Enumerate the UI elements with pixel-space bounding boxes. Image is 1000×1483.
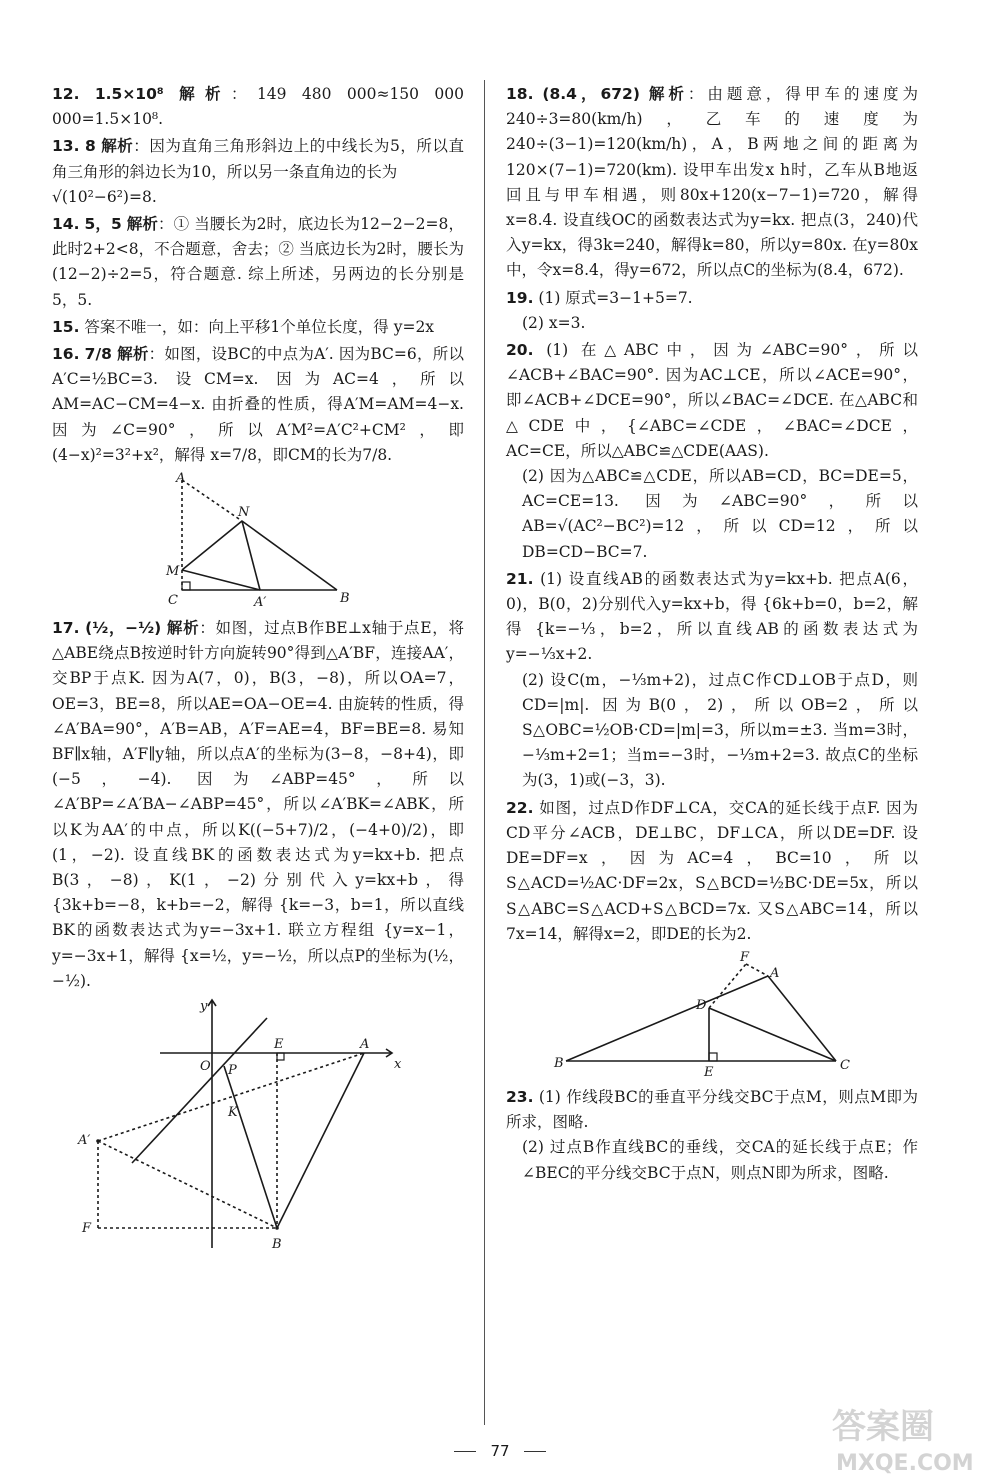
question-18: 18. (8.4，672) 解析：由题意，得甲车的速度为240÷3=80(km/h)，乙车的速度为240÷(3−1)=120(km/h)，A，B两地之间的距离为120×(7−1)=720(km). 设甲车出发x h时，乙车从B地返回且与甲车相遇，则80x+120(x−7−1)=720，解得x=8.4. 设直线OC的函数表达式为y=kx. 把点(3，240)代入y=kx，得3k=240，解得k=80，所以y=80x. 在y=80x中，令x=8.4，得y=672，所以点C的坐标为(8.4，672). — [506, 85, 918, 280]
point-A-label: A — [176, 472, 186, 487]
point-B-label: B — [340, 591, 350, 607]
point-A-label-22: A — [770, 965, 780, 981]
question-16: 16. 7/8 解析：如图，设BC的中点为A′. 因为BC=6，所以A′C=½BC=3. 设CM=x. 因为AC=4，所以AM=AC−CM=4−x. 由折叠的性质，得A′M=AM=4−x. 因为∠C=90°，所以A′M²=A′C²+CM²，即(4−x)²=3²+x²，解得 x=7/8，即CM的长为7/8. — [52, 345, 464, 464]
point-C-label: C — [168, 593, 178, 609]
footer-dash-left — [454, 1451, 476, 1452]
question-14: 14. 5，5 解析：① 当腰长为2时，底边长为12−2−2=8，此时2+2<8，不合题意，舍去；② 当底边长为2时，腰长为(12−2)÷2=5，符合题意. 综上所述，另两边的长分别是5，5. — [52, 215, 464, 309]
point-A-label-17: A — [360, 1037, 370, 1053]
question-13: 13. 8 解析：因为直角三角形斜边上的中线长为5，所以直角三角形的斜边长为10，所以另一条直角边的长为 √(10²−6²)=8. — [52, 137, 464, 206]
point-F-label: F — [82, 1221, 92, 1237]
question-22: 22. 如图，过点D作DF⊥CA，交CA的延长线于点F. 因为CD平分∠ACB，DE⊥BC，DF⊥CA，所以DE=DF. 设DE=DF=x，因为AC=4，BC=10，所以S△ACD=½AC·DF=2x，S△BCD=½BC·DE=5x，所以S△ABC=S△ACD+S△BCD=7x. 又S△ABC=14，所以7x=14，解得x=2，即DE的长为2. — [506, 798, 918, 943]
svg-text:答案圈: 答案圈 — [832, 1407, 934, 1447]
point-O-label: O — [200, 1059, 211, 1075]
point-D-label: D — [696, 997, 707, 1013]
point-F-label-22: F — [740, 950, 750, 965]
column-divider — [484, 80, 485, 1425]
question-17: 17. (½，−½) 解析：如图，过点B作BE⊥x轴于点E，将△ABE绕点B按逆时针方向旋转90°得到△A′BF，连接AA′，交BP于点K. 因为A(7，0)，B(3，−8)，所以OA=7，OE=3，BE=8，所以AE=OA−OE=4. 由旋转的性质，得∠A′BA=90°，A′B=AB，A′F=AE=4，BF=BE=8. 易知BF∥x轴，A′F∥y轴，所以点A′的坐标为(3−8，−8+4)，即(−5，−4). 因为∠ABP=45°，所以∠A′BP=∠A′BA−∠ABP=45°，所以∠A′BK=∠ABK，所以K为AA′的中点，所以K((−5+7)/2，(−4+0)/2)，即(1，−2). 设直线BK的函数表达式为y=kx+b. 把点B(3，−8)，K(1，−2)分别代入y=kx+b，得 {3k+b=−8，k+b=−2，解得 {k=−3，b=1，所以直线BK的函数表达式为y=−3x+1. 联立方程组 {y=x−1，y=−3x+1，解得 {x=½，y=−½，所以点P的坐标为(½，−½). — [52, 619, 464, 990]
right-column — [506, 82, 918, 1188]
question-15: 15. 答案不唯一，如：向上平移1个单位长度，得 y=2x — [52, 317, 435, 336]
figure-17-coordinate-rotation — [52, 998, 464, 1268]
figure-22-angle-bisector — [506, 951, 918, 1081]
question-12: 12. 1.5×10⁸ 解析：149 480 000≈150 000 000=1.5×10⁸. — [52, 85, 464, 129]
point-M-label: M — [166, 564, 180, 580]
footer-dash-right — [524, 1451, 546, 1452]
question-21: 21. (1) 设直线AB的函数表达式为y=kx+b. 把点A(6，0)，B(0，2)分别代入y=kx+b，得 {6k+b=0，b=2，解得 {k=−⅓，b=2，所以直线AB的函数表达式为y=−⅓x+2. (2) 设C(m，−⅓m+2)，过点C作CD⊥OB于点D，则CD=|m|. 因为B(0，2)，所以OB=2，所以S△OBC=½OB·CD=|m|=3，所以m=±3. 当m=3时，−⅓m+2=1；当m=−3时，−⅓m+2=3. 故点C的坐标为(3，1)或(−3，3). — [506, 569, 918, 790]
point-A1-label: A′ — [254, 595, 267, 611]
question-19: 19. (1) 原式=3−1+5=7. (2) x=3. — [506, 288, 693, 332]
point-A1-label-17: A′ — [78, 1133, 91, 1149]
point-P-label: P — [228, 1063, 237, 1079]
point-C-label-22: C — [840, 1057, 850, 1073]
question-20: 20. (1) 在△ABC中，因为∠ABC=90°，所以∠ACB+∠BAC=90°. 因为AC⊥CE，所以∠ACE=90°，即∠ACB+∠DCE=90°，所以∠BAC=∠DCE. 在△ABC和△CDE中，{∠ABC=∠CDE，∠BAC=∠DCE，AC=CE，所以△ABC≌△CDE(AAS). (2) 因为△ABC≌△CDE，所以AB=CD，BC=DE=5，AC=CE=13. 因为∠ABC=90°，所以AB=√(AC²−BC²)=12，所以CD=12，所以DB=CD−BC=7. — [506, 341, 918, 561]
svg-text:MXQE.COM: MXQE.COM — [836, 1451, 974, 1476]
point-B-label-22: B — [554, 1055, 564, 1071]
axis-y-label: y — [200, 999, 208, 1015]
axis-x-label: x — [394, 1057, 402, 1073]
point-K-label: K — [228, 1105, 238, 1121]
question-23: 23. (1) 作线段BC的垂直平分线交BC于点M，则点M即为所求，图略. (2) 过点B作直线BC的垂线，交CA的延长线于点E；作∠BEC的平分线交BC于点N，则点N即为所求，图略. — [506, 1087, 918, 1182]
point-E-label-22: E — [704, 1064, 714, 1080]
point-E-label: E — [274, 1037, 284, 1053]
point-N-label: N — [238, 505, 250, 521]
left-column — [52, 82, 464, 1272]
page-number: 77 — [490, 1442, 510, 1460]
watermark-logo — [828, 1398, 978, 1478]
figure-16-triangle-fold — [52, 472, 464, 612]
point-B-label-17: B — [272, 1237, 282, 1253]
